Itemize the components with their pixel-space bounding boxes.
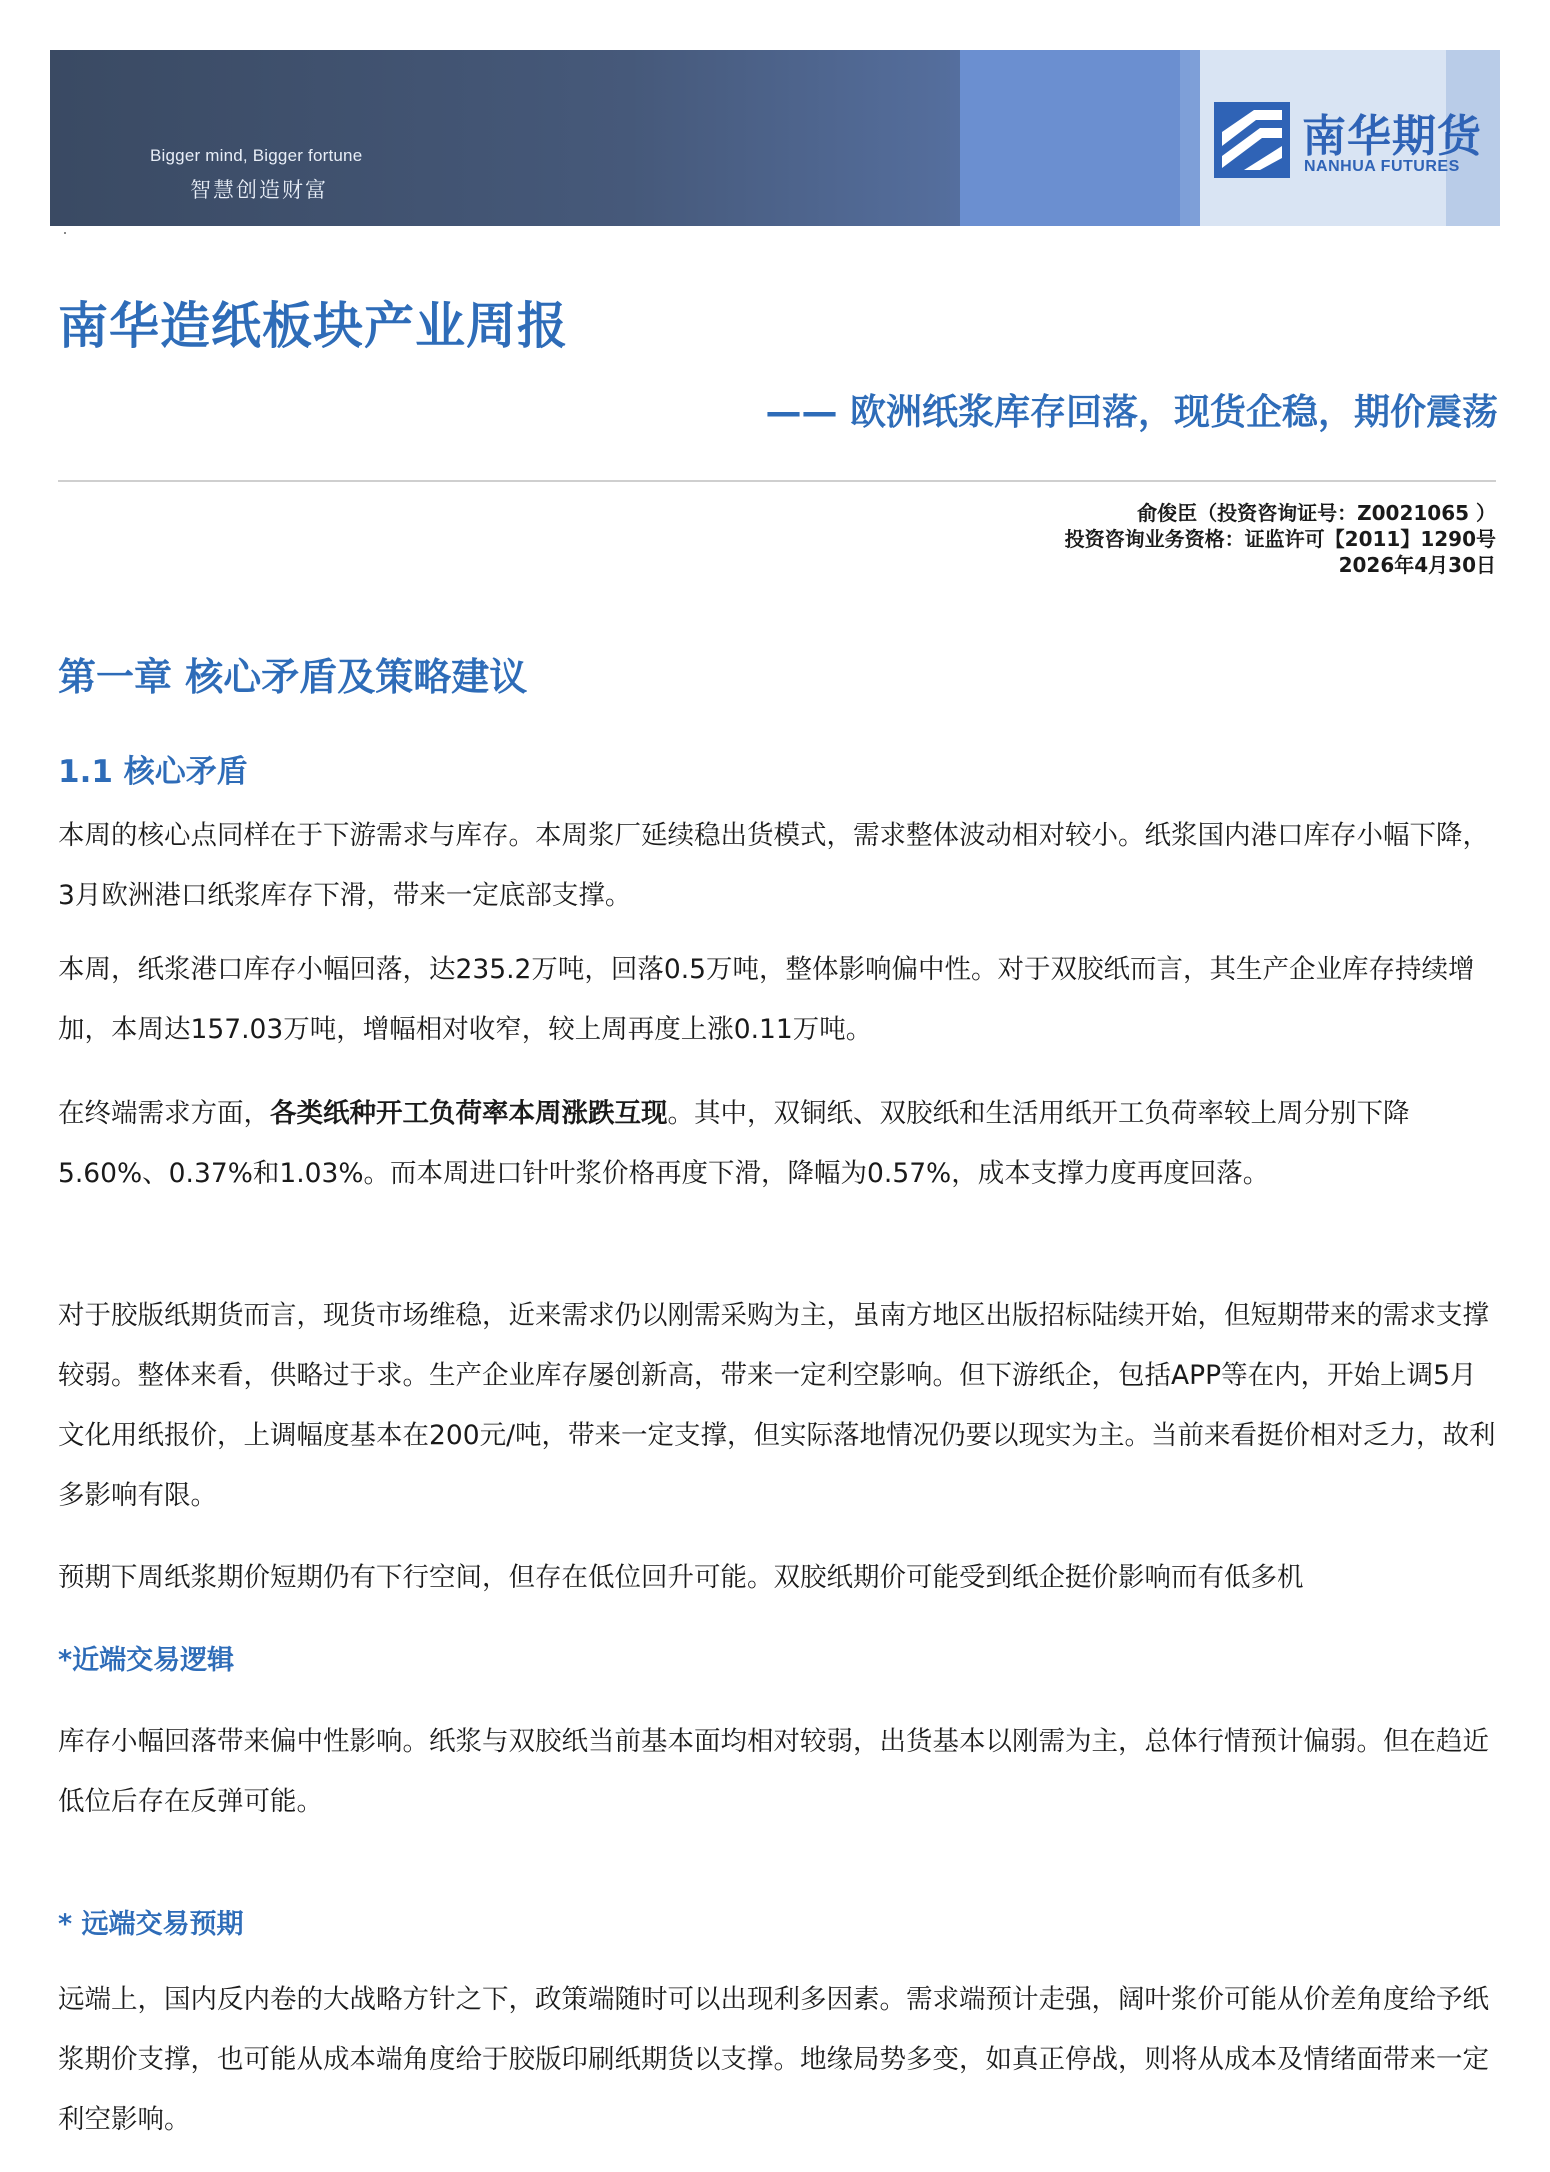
report-subtitle: —— 欧洲纸浆库存回落，现货企稳，期价震荡 [765, 392, 1498, 433]
header-banner [50, 50, 1500, 226]
page-dot [64, 232, 66, 234]
paragraph: 本周，纸浆港口库存小幅回落，达235.2万吨，回落0.5万吨，整体影响偏中性。对于双胶纸而言，其生产企业库存持续增加，本周达157.03万吨，增幅相对收窄，较上周再度上涨0.11万吨。 [58, 954, 1475, 1045]
paragraph: 本周的核心点同样在于下游需求与库存。本周浆厂延续稳出货模式，需求整体波动相对较小。纸浆国内港口库存小幅下降，3月欧洲港口纸浆库存下滑，带来一定底部支撑。 [58, 820, 1489, 911]
report-date: 2026年4月30日 [1338, 553, 1496, 577]
slogan-english: Bigger mind, Bigger fortune [150, 146, 363, 165]
far-term-heading: * 远端交易预期 [58, 1909, 244, 1940]
paragraph: 远端上，国内反内卷的大战略方针之下，政策端随时可以出现利多因素。需求端预计走强，阔叶浆价可能从价差角度给予纸浆期价支撑，也可能从成本端角度给于胶版印刷纸期货以支撑。地缘局势多变，如真正停战，则将从成本及情绪面带来一定利空影响。 [58, 1984, 1489, 2135]
paragraph [58, 1084, 1498, 1204]
near-term-heading: *近端交易逻辑 [58, 1645, 235, 1676]
paragraph: 库存小幅回落带来偏中性影响。纸浆与双胶纸当前基本面均相对较弱，出货基本以刚需为主，总体行情预计偏弱。但在趋近低位后存在反弹可能。 [58, 1726, 1489, 1817]
banner-band [960, 50, 1180, 226]
author-line: 俞俊臣（投资咨询证号：Z0021065 ） [1137, 501, 1496, 525]
paragraph: 对于胶版纸期货而言，现货市场维稳，近来需求仍以刚需采购为主，虽南方地区出版招标陆续开始，但短期带来的需求支撑较弱。整体来看，供略过于求。生产企业库存屡创新高，带来一定利空影响。但下游纸企，包括APP等在内，开始上调5月文化用纸报价，上调幅度基本在200元/吨，带来一定支撑，但实际落地情况仍要以现实为主。当前来看挺价相对乏力，故利多影响有限。 [58, 1300, 1496, 1511]
license-line: 投资咨询业务资格：证监许可【2011】1290号 [1064, 527, 1496, 551]
slogan-chinese: 智慧创造财富 [190, 178, 328, 202]
paragraph: 预期下周纸浆期价短期仍有下行空间，但存在低位回升可能。双胶纸期价可能受到纸企挺价影响而有低多机 [58, 1562, 1304, 1593]
logo-text-chinese: 南华期货 [1302, 111, 1482, 162]
chapter-title: 第一章 核心矛盾及策略建议 [58, 655, 528, 699]
banner-band [1180, 50, 1200, 226]
company-logo [1214, 102, 1482, 178]
section-title: 1.1 核心矛盾 [58, 754, 248, 790]
paragraph-text: 在终端需求方面， [58, 1098, 270, 1129]
logo-text-english: NANHUA FUTURES [1304, 158, 1460, 175]
divider [58, 480, 1496, 482]
paragraph-emphasis: 各类纸种开工负荷率本周涨跌互现 [270, 1098, 668, 1129]
nanhua-logo-icon [1214, 102, 1290, 178]
report-title: 南华造纸板块产业周报 [58, 297, 568, 355]
paragraph-text: 。其中，双铜纸、双胶纸和生活用纸开工负荷率较上周分别下降5.60%、0.37%和1.03%。而本周进口针叶浆价格再度下滑，降幅为0.57%，成本支撑力度再度回落。 [58, 1098, 1410, 1189]
report-meta [1065, 500, 1496, 578]
